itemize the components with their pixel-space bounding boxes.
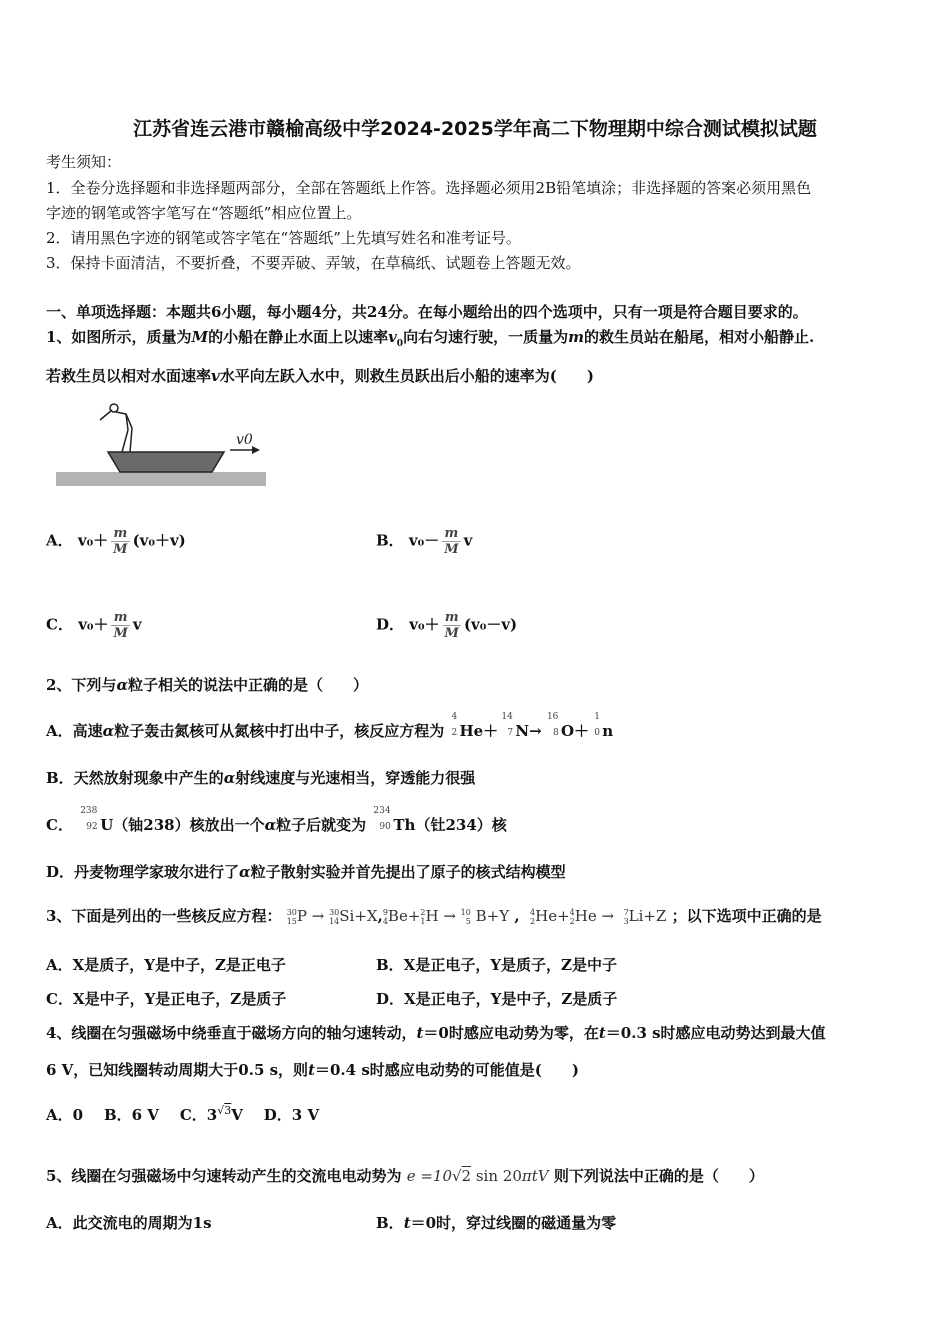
option-C[interactable]: C． v₀＋ $\frac{m}{M}$ v <box>46 610 142 641</box>
fraction: $\frac{m}{M}$ <box>113 610 128 641</box>
reaction-2: 9 4Be+2 1H → 10 5 B+Y <box>382 907 510 926</box>
option-A[interactable]: A．X是质子，Y是中子，Z是正电子 <box>46 956 286 974</box>
option-A[interactable]: A．高速α粒子轰击氮核可从氮核中打出中子，核反应方程为 4 2 He＋ 14 7 N→ 16 8 O＋ 1 0 n <box>46 712 614 740</box>
option-B[interactable]: B．t＝0时，穿过线圈的磁通量为零 <box>376 1214 617 1232</box>
question-5-stem: 5、线圈在匀强磁场中匀速转动产生的交流电电动势为 e =10√2 sin 20πtV 则下列说法中正确的是（ ） <box>46 1167 764 1185</box>
option-D[interactable]: D． v₀＋ $\frac{m}{M}$ (v₀－v) <box>376 610 518 641</box>
rescuer <box>100 404 132 452</box>
boat-figure <box>56 400 268 490</box>
question-4-stem-2: 6 V，已知线圈转动周期大于0.5 s，则t＝0.4 s时感应电动势的可能值是( ) <box>46 1061 579 1079</box>
option-B[interactable]: B．X是正电子，Y是质子，Z是中子 <box>376 956 617 974</box>
option-B[interactable]: B．6 V <box>103 1106 159 1124</box>
fraction: $\frac{m}{M}$ <box>113 526 128 557</box>
emf-formula: e =10√2 sin 20πtV <box>406 1167 549 1185</box>
velocity-label: v0 <box>236 432 253 448</box>
question-4-stem: 4、线圈在匀强磁场中绕垂直于磁场方向的轴匀速转动，t＝0时感应电动势为零，在t＝0.3 s时感应电动势达到最大值 <box>46 1024 826 1042</box>
boat <box>108 452 224 472</box>
notice-heading: 考生须知： <box>46 153 122 171</box>
option-A[interactable]: A．0 <box>46 1106 84 1124</box>
option-A[interactable]: A．此交流电的周期为1s <box>46 1214 212 1232</box>
fraction: $\frac{m}{M}$ <box>444 610 459 641</box>
option-A[interactable]: A． v₀＋ $\frac{m}{M}$ (v₀＋v) <box>46 526 186 557</box>
question-1-stem-2: 若救生员以相对水面速率v水平向左跃入水中，则救生员跃出后小船的速率为( ) <box>46 367 594 385</box>
fraction: $\frac{m}{M}$ <box>444 526 459 557</box>
notice-item: 字迹的钢笔或答字笔写在“答题纸”相应位置上。 <box>46 204 362 222</box>
reaction-3: 4 2He+4 2He → 7 3Li+Z <box>530 907 667 926</box>
question-2-stem: 2、下列与α粒子相关的说法中正确的是（ ） <box>46 676 368 694</box>
nuclide-th: 234 90 Th（钍234）核 <box>373 806 507 834</box>
option-D[interactable]: D．X是正电子，Y是中子，Z是质子 <box>376 990 618 1008</box>
nuclide-o: 16 8 O <box>546 712 575 740</box>
option-B[interactable]: B． v₀－ $\frac{m}{M}$ v <box>376 526 473 557</box>
notice-item: 2．请用黑色字迹的钢笔或答字笔在“答题纸”上先填写姓名和准考证号。 <box>46 229 521 247</box>
notice-item: 1．全卷分选择题和非选择题两部分，全部在答题纸上作答。选择题必须用2B铅笔填涂；非选择题的答案必须用黑色 <box>46 179 812 197</box>
nuclide-he: 4 2 He <box>451 712 484 740</box>
option-B[interactable]: B．天然放射现象中产生的α射线速度与光速相当，穿透能力很强 <box>46 769 476 787</box>
question-1-stem: 1、如图所示，质量为M的小船在静止水面上以速率$v_0$向右匀速行驶，一质量为m的救生员站在船尾，相对小船静止. <box>46 328 815 349</box>
section-heading: 一、单项选择题：本题共6小题，每小题4分，共24分。在每小题给出的四个选项中，只有一项是符合题目要求的。 <box>46 303 808 321</box>
nuclide-u: 238 92 U（铀238）核放出一个 <box>80 806 265 834</box>
water-surface <box>56 472 266 486</box>
option-C[interactable]: C．X是中子，Y是正电子，Z是质子 <box>46 990 287 1008</box>
option-D[interactable]: D．3 V <box>263 1106 320 1124</box>
nuclide-neutron: 1 0 n <box>594 712 614 740</box>
option-C[interactable]: C． 238 92 U（铀238）核放出一个α粒子后就变为 234 90 Th（钍234）核 <box>46 806 507 834</box>
notice-item: 3．保持卡面清洁，不要折叠，不要弄破、弄皱，在草稿纸、试题卷上答题无效。 <box>46 254 581 272</box>
question-3-stem: 3、下面是列出的一些核反应方程： 30 15P → 30 14Si+X,9 4Be+2 1H → 10 5 B+Y , 4 2He+4 2He → 7 3Li+Z ；以下选项中正确的是 <box>46 907 822 926</box>
option-C[interactable]: C．$3^{√3}V$ <box>179 1104 243 1124</box>
option-D[interactable]: D．丹麦物理学家玻尔进行了α粒子散射实验并首先提出了原子的核式结构模型 <box>46 863 566 881</box>
reaction-1: 30 15P → 30 14Si+X <box>286 907 378 926</box>
page-title: 江苏省连云港市赣榆高级中学2024-2025学年高二下物理期中综合测试模拟试题 <box>133 118 817 140</box>
nuclide-n: 14 7 N <box>501 712 530 740</box>
question-4-options <box>46 1101 319 1125</box>
